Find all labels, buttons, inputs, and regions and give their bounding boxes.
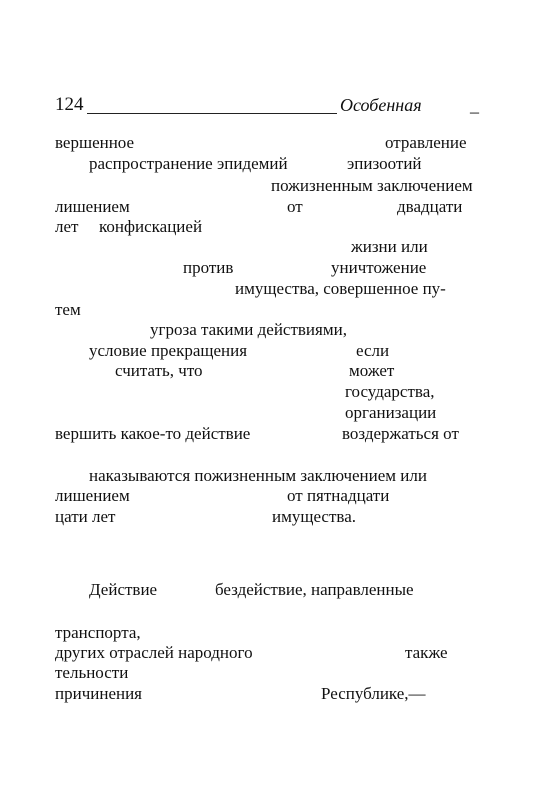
text-fragment: вершенное [55, 133, 135, 152]
text-fragment: причинения [55, 684, 143, 703]
text-fragment: лишением [55, 486, 130, 505]
text-fragment: может [349, 361, 395, 380]
text-fragment: государства, [345, 382, 435, 401]
page-number: 124 [55, 94, 84, 115]
text-fragment: условие прекращения [89, 341, 248, 360]
text-fragment: распространение эпидемий [89, 154, 288, 173]
text-fragment: эпизоотий [347, 154, 422, 173]
text-fragment: против [183, 258, 234, 277]
text-fragment: жизни или [351, 237, 428, 256]
text-fragment: имущества, совершенное пу- [235, 279, 446, 298]
text-fragment: от [287, 197, 303, 216]
text-fragment: Действие [89, 580, 158, 599]
text-fragment: наказываются пожизненным заключением или [89, 466, 427, 485]
text-fragment: других отраслей народного [55, 643, 253, 662]
text-fragment: считать, что [115, 361, 203, 380]
text-fragment: от пятнадцати [287, 486, 390, 505]
text-fragment: цати лет [55, 507, 116, 526]
text-fragment: организации [345, 403, 437, 422]
header-mark: _ [470, 95, 479, 115]
text-fragment: двадцати [397, 197, 463, 216]
text-fragment: тельности [55, 663, 129, 682]
text-fragment: если [356, 341, 390, 360]
text-fragment: имущества. [272, 507, 356, 526]
text-fragment: конфискацией [99, 217, 203, 236]
text-fragment: пожизненным заключением [271, 176, 473, 195]
text-fragment: транспорта, [55, 623, 141, 642]
header-rule [87, 113, 337, 114]
text-fragment: отравление [385, 133, 467, 152]
running-title: Особенная [340, 95, 422, 115]
text-fragment: лет [55, 217, 79, 236]
text-fragment: вершить какое-то действие [55, 424, 251, 443]
text-fragment: воздержаться от [342, 424, 459, 443]
text-fragment: лишением [55, 197, 130, 216]
text-fragment: тем [55, 300, 81, 319]
text-fragment: бездействие, направленные [215, 580, 414, 599]
text-fragment: также [405, 643, 448, 662]
text-fragment: угроза такими действиями, [150, 320, 347, 339]
text-fragment: Республике,— [321, 684, 426, 703]
text-fragment: уничтожение [331, 258, 427, 277]
